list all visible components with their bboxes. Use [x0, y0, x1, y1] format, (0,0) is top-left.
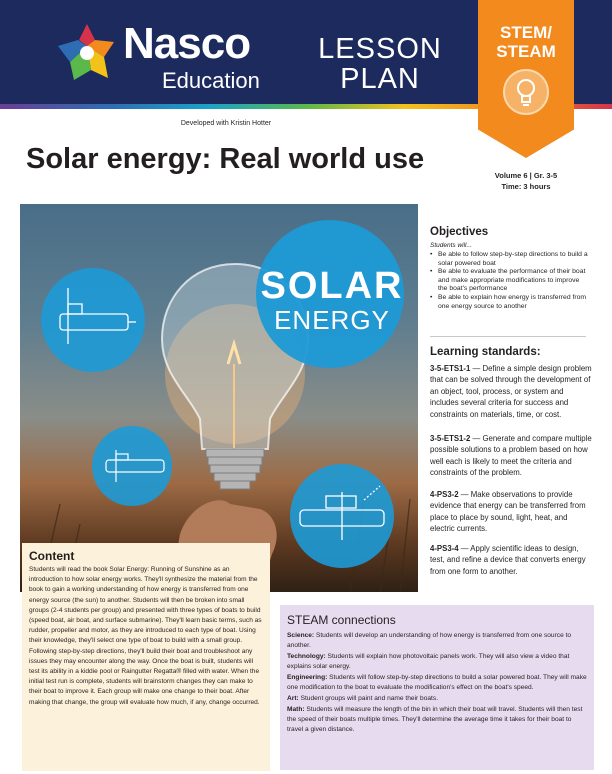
energy-label: ENERGY — [274, 305, 390, 335]
standard-item — [430, 363, 594, 420]
steam-text: Students will develop an understanding of how energy is transferred from one source to another. — [287, 632, 572, 649]
lesson-label-line1: LESSON — [318, 33, 442, 65]
lesson-plan-label — [315, 34, 445, 94]
standard-text: — Define a simple design problem that can be solved through the development of an object, tool, process, or system and includes several criteria for success and constraints on materials, time, or cost. — [430, 364, 592, 419]
objective-item: • Be able to evaluate the performance of their boat and make appropriate modifications to improve the boat's performance — [430, 268, 590, 294]
nasco-star-icon — [56, 22, 118, 84]
content-section — [22, 543, 270, 771]
stem-label-line1: STEM/ — [500, 23, 552, 42]
standard-code: 3-5-ETS1-1 — [430, 364, 471, 373]
steam-connections-section — [280, 605, 594, 770]
hero-illustration — [20, 204, 418, 592]
page-title: Solar energy: Real world use — [26, 143, 425, 175]
standard-item — [430, 433, 594, 479]
steam-label: Science: — [287, 632, 315, 639]
learning-standards-heading: Learning standards: — [430, 346, 541, 358]
hero-image — [20, 204, 418, 592]
boat-diagram-icon — [290, 464, 394, 568]
objectives-list — [430, 251, 590, 311]
boat-diagram-icon — [92, 426, 172, 506]
stem-steam-label — [478, 23, 574, 61]
steam-text: Student groups will paint and name their boats. — [298, 695, 439, 702]
steam-text: Students will explain how photovoltaic panels work. They will also view a video that explains solar energy. — [287, 653, 570, 670]
light-bulb-icon — [505, 71, 547, 113]
steam-heading: STEAM connections — [287, 613, 396, 627]
steam-item-technology — [287, 652, 587, 672]
steam-label: Engineering: — [287, 674, 328, 681]
developed-with: Developed with Kristin Hotter — [180, 120, 272, 127]
lesson-label-line2: PLAN — [340, 63, 420, 95]
objectives-heading: Objectives — [430, 226, 489, 238]
objectives-intro: Students will... — [430, 242, 472, 249]
brand-name: Nasco — [123, 19, 251, 68]
content-heading: Content — [29, 549, 75, 563]
standard-text: — Apply scientific ideas to design, test, and refine a device that converts energy from one form to another. — [430, 544, 586, 576]
solar-energy-badge — [258, 266, 406, 334]
standard-item — [430, 543, 594, 577]
steam-label: Art: — [287, 695, 299, 702]
standard-code: 4-PS3-4 — [430, 544, 459, 553]
standard-text: — Make observations to provide evidence that energy can be transferred from place to place by sound, light, heat, and electric currents. — [430, 490, 586, 534]
steam-text: Students will measure the length of the bin in which their boat will travel. Students will then test the speed of their boats multiple times. They'll determine the average time it takes for their boat to travel a given distance. — [287, 706, 583, 733]
solar-label: SOLAR — [260, 265, 404, 307]
light-bulb-badge — [503, 69, 549, 115]
steam-text: Students will follow step-by-step directions to build a solar powered boat. They will make one modification to the boat to evaluate the modification's effect on the boat's speed. — [287, 674, 587, 691]
steam-item-engineering — [287, 673, 587, 693]
steam-label: Technology: — [287, 653, 326, 660]
standard-text: — Generate and compare multiple possible solutions to a problem based on how well each is likely to meet the criteria and constraints of the problem. — [430, 434, 592, 478]
objective-item: • Be able to follow step-by-step directions to build a solar powered boat — [430, 251, 590, 268]
content-body: Students will read the book Solar Energy: Running of Sunshine as an introduction to how solar energy works. They'll synthesize the material from the book to gain a working understanding of how energy is transferred from one energy source (the sun) to another. Students will then be broken into small groups (2-4 students per group) and presented with three types of boats to build (speed boat, air boat, and surface submarine). They'll learn basic terms, such as rudder, propeller and motor, as they are introduced to each type of boat. Using their knowledge, they'll select one type of boat to build with a small group. Following step-by-step directions, they'll build their boat and troubleshoot any issues they may encounter along the way. Once the boat is built, students will test its ability in a kiddie pool or Raingutter Regatta® filled with water. When the initial test run is complete, students will brainstorm changes they can make to their boat to improve it. Each group will make one change to their boat. After making that change, the group will evaluate how much, if any, change occurred. — [29, 566, 262, 706]
steam-label: Math: — [287, 706, 305, 713]
standard-item — [430, 489, 594, 535]
objective-item: • Be able to explain how energy is transferred from one energy source to another — [430, 294, 590, 311]
standard-code: 4-PS3-2 — [430, 490, 459, 499]
steam-item-science — [287, 631, 587, 651]
stem-label-line2: STEAM — [496, 42, 556, 61]
volume-grade: Volume 6 | Gr. 3-5 — [494, 171, 558, 180]
steam-item-art — [287, 694, 587, 704]
standard-code: 3-5-ETS1-2 — [430, 434, 471, 443]
brand-subtitle: Education — [162, 68, 260, 93]
lesson-time: Time: 3 hours — [501, 182, 551, 191]
boat-diagram-icon — [41, 268, 145, 372]
section-divider — [430, 336, 586, 337]
steam-item-math — [287, 705, 587, 735]
volume-info — [478, 170, 574, 192]
